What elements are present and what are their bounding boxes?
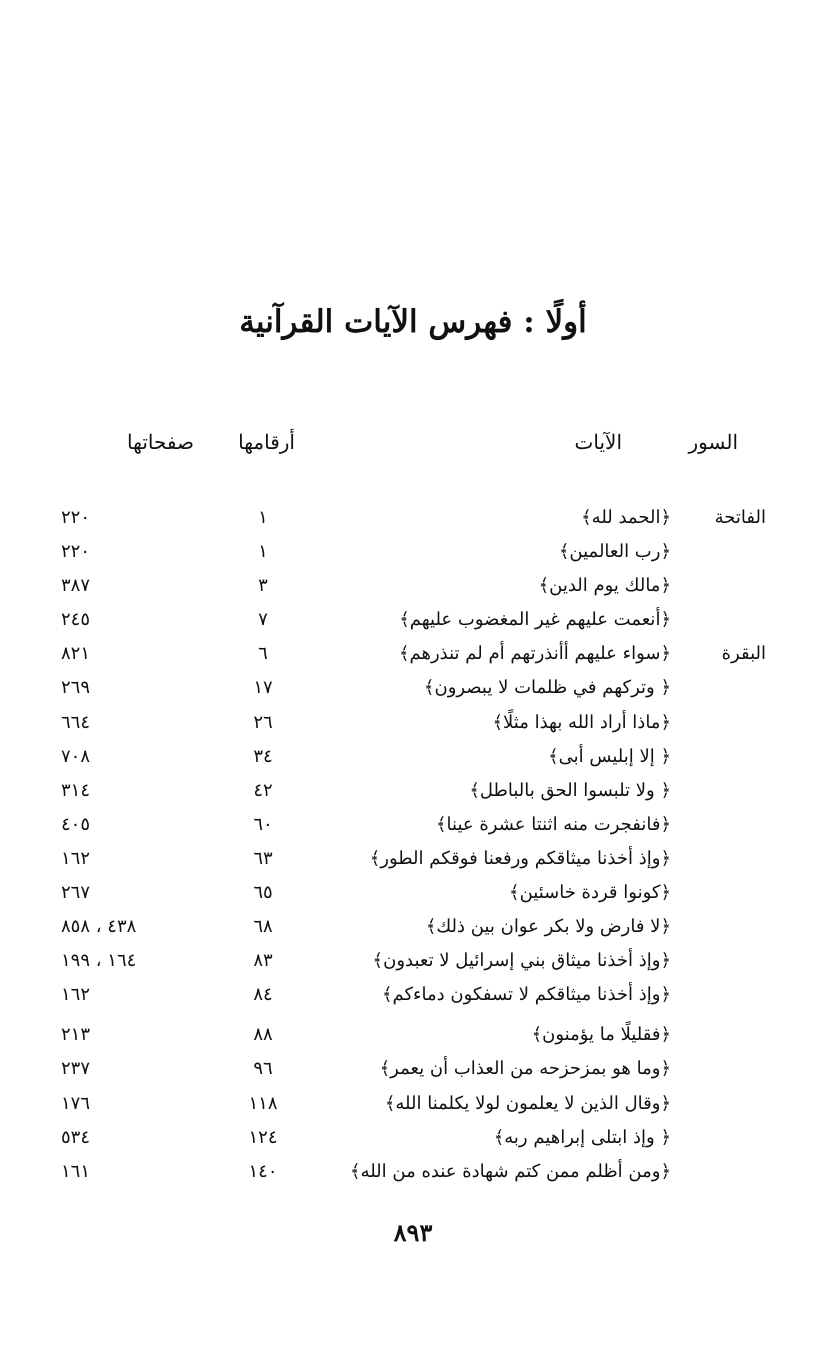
ayah-number-cell: ٦٨	[253, 916, 273, 938]
table-row	[0, 706, 826, 740]
surah-cell	[686, 1052, 766, 1086]
ayah-number-cell: ٣	[258, 575, 268, 597]
surah-cell	[686, 774, 766, 808]
page-cell: ٢٢٠	[61, 541, 91, 563]
page-cell: ٣٨٧	[61, 575, 91, 597]
header-pages: صفحاتها	[127, 430, 194, 454]
page-cell: ٢٤٥	[61, 609, 91, 631]
ayah-number-cell: ١٧	[253, 677, 273, 699]
ayah-cell: ﴿ إلا إبليس أبى﴾	[548, 745, 671, 767]
table-row	[0, 671, 826, 705]
ayah-cell: ﴿كونوا قردة خاسئين﴾	[509, 882, 671, 904]
page-number: ٨٩٣	[393, 1218, 433, 1247]
ayah-cell: ﴿وإذ أخذنا ميثاقكم ورفعنا فوقكم الطور﴾	[369, 847, 671, 869]
ayah-cell: ﴿رب العالمين﴾	[558, 541, 671, 563]
table-row	[0, 1087, 826, 1121]
page-cell: ٢٣٧	[61, 1058, 91, 1080]
surah-cell	[686, 706, 766, 740]
page-cell: ١٦٤ ، ١٩٩	[61, 950, 137, 972]
page-cell: ٣١٤	[61, 779, 91, 801]
ayah-cell: ﴿وقال الذين لا يعلمون لولا يكلمنا الله﴾	[384, 1092, 671, 1114]
surah-cell: البقرة	[721, 643, 766, 665]
surah-cell	[686, 842, 766, 876]
page-cell: ٦٦٤	[61, 711, 91, 733]
ayah-number-cell: ٩٦	[253, 1058, 273, 1080]
page-cell: ١٦١	[61, 1160, 91, 1182]
surah-cell	[686, 1087, 766, 1121]
page-cell: ١٦٢	[61, 847, 91, 869]
ayah-cell: ﴿الحمد لله﴾	[581, 507, 671, 528]
surah-cell	[686, 671, 766, 705]
ayah-cell: ﴿فقليلًا ما يؤمنون﴾	[531, 1024, 671, 1046]
ayah-cell: ﴿ومن أظلم ممن كتم شهادة عنده من الله﴾	[350, 1160, 671, 1182]
surah-cell	[686, 910, 766, 944]
page-cell: ٢٢٠	[61, 507, 91, 528]
table-row	[0, 842, 826, 876]
ayah-cell: ﴿سواء عليهم أأنذرتهم أم لم تنذرهم﴾	[398, 643, 671, 665]
page-cell: ٢١٣	[61, 1024, 91, 1046]
surah-cell	[686, 978, 766, 1012]
ayah-number-cell: ١٤٠	[248, 1160, 278, 1182]
index-table	[0, 501, 826, 1189]
ayah-number-cell: ١١٨	[248, 1092, 278, 1114]
surah-cell	[686, 808, 766, 842]
ayah-number-cell: ٦٣	[253, 847, 273, 869]
table-row	[0, 501, 826, 535]
ayah-cell: ﴿لا فارض ولا بكر عوان بين ذلك﴾	[425, 916, 671, 938]
table-row	[0, 603, 826, 637]
surah-cell	[686, 740, 766, 774]
ayah-number-cell: ١	[258, 541, 268, 563]
ayah-number-cell: ٨٨	[253, 1024, 273, 1046]
surah-cell	[686, 1155, 766, 1189]
ayah-cell: ﴿أنعمت عليهم غير المغضوب عليهم﴾	[399, 609, 671, 631]
table-row	[0, 1018, 826, 1052]
ayah-cell: ﴿وإذ أخذنا ميثاقكم لا تسفكون دماءكم﴾	[381, 984, 671, 1006]
table-row	[0, 740, 826, 774]
ayah-cell: ﴿ ولا تلبسوا الحق بالباطل﴾	[469, 779, 671, 801]
page-title: أولًا : فهرس الآيات القرآنية	[239, 304, 587, 340]
ayah-number-cell: ٦٥	[253, 882, 273, 904]
ayah-cell: ﴿ وإذ ابتلى إبراهيم ربه﴾	[493, 1126, 671, 1148]
surah-cell	[686, 944, 766, 978]
table-row	[0, 1121, 826, 1155]
ayah-number-cell: ٣٤	[253, 745, 273, 767]
surah-cell	[686, 1121, 766, 1155]
table-row	[0, 774, 826, 808]
ayah-cell: ﴿ماذا أراد الله بهذا مثلًا﴾	[492, 711, 671, 733]
table-row	[0, 944, 826, 978]
page-cell: ٥٣٤	[61, 1126, 91, 1148]
ayah-number-cell: ٤٢	[253, 779, 273, 801]
page-cell: ١٧٦	[61, 1092, 91, 1114]
table-row	[0, 535, 826, 569]
ayah-cell: ﴿وإذ أخذنا ميثاق بني إسرائيل لا تعبدون﴾	[372, 950, 671, 972]
ayah-number-cell: ٦	[258, 643, 268, 665]
ayah-number-cell: ١	[258, 507, 268, 528]
table-row	[0, 637, 826, 671]
ayah-cell: ﴿مالك يوم الدين﴾	[538, 575, 671, 597]
table-row	[0, 808, 826, 842]
header-number: أرقامها	[238, 430, 295, 454]
table-header	[0, 426, 826, 458]
surah-cell	[686, 535, 766, 569]
page-cell: ٢٦٩	[61, 677, 91, 699]
ayah-cell: ﴿ وتركهم في ظلمات لا يبصرون﴾	[423, 677, 671, 699]
ayah-number-cell: ١٢٤	[248, 1126, 278, 1148]
surah-cell	[686, 569, 766, 603]
header-ayah: الآيات	[574, 430, 622, 454]
page-cell: ٨٢١	[61, 643, 91, 665]
surah-cell	[686, 603, 766, 637]
ayah-number-cell: ٧	[258, 609, 268, 631]
table-row	[0, 910, 826, 944]
table-row	[0, 1052, 826, 1086]
page-cell: ٤٠٥	[61, 813, 91, 835]
page-cell: ٧٠٨	[61, 745, 91, 767]
ayah-number-cell: ٨٤	[253, 984, 273, 1006]
table-row	[0, 978, 826, 1018]
ayah-cell: ﴿وما هو بمزحزحه من العذاب أن يعمر﴾	[379, 1058, 671, 1080]
table-row	[0, 876, 826, 910]
surah-cell	[686, 876, 766, 910]
ayah-cell: ﴿فانفجرت منه اثنتا عشرة عينا﴾	[435, 813, 671, 835]
table-row	[0, 569, 826, 603]
page-cell: ٤٣٨ ، ٨٥٨	[61, 916, 137, 938]
ayah-number-cell: ٨٣	[253, 950, 273, 972]
ayah-number-cell: ٢٦	[253, 711, 273, 733]
surah-cell: الفاتحة	[714, 507, 766, 528]
page-cell: ١٦٢	[61, 984, 91, 1006]
surah-cell	[686, 1018, 766, 1052]
header-surah: السور	[688, 430, 738, 454]
table-row	[0, 1155, 826, 1189]
ayah-number-cell: ٦٠	[253, 813, 273, 835]
page-cell: ٢٦٧	[61, 882, 91, 904]
